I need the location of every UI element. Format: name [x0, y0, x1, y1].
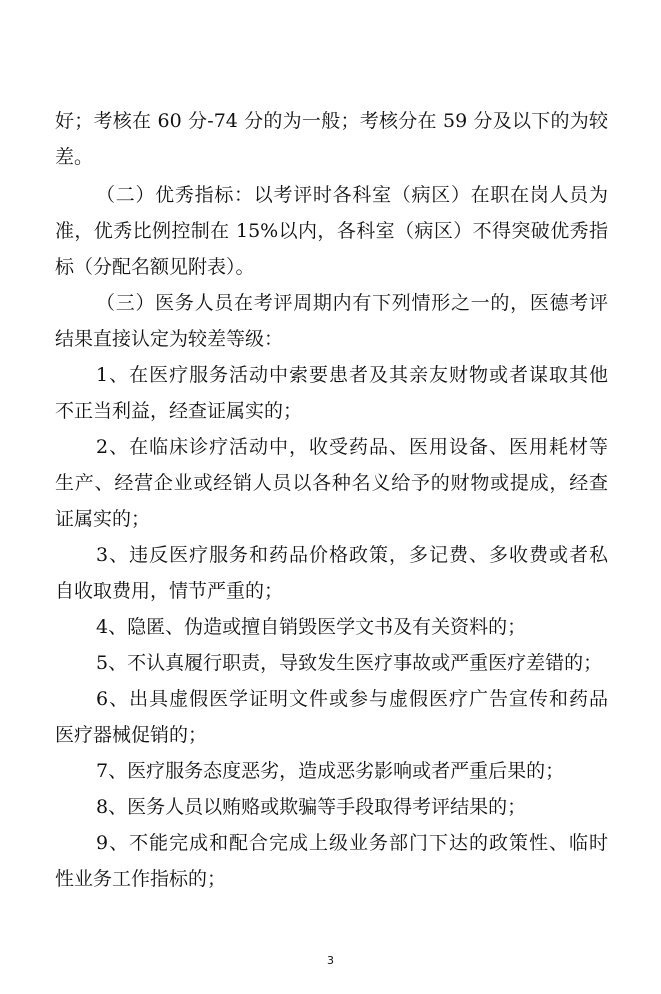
text-line: 9、不能完成和配合完成上级业务部门下达的政策性、临时	[96, 832, 608, 854]
text-line: 1、在医疗服务活动中索要患者及其亲友财物或者谋取其他	[96, 364, 608, 386]
page-number: 3	[327, 954, 334, 967]
text-line: 差。	[55, 146, 94, 168]
text-line: 自收取费用，情节严重的；	[55, 580, 284, 602]
text-line: 结果直接认定为较差等级：	[55, 328, 284, 350]
text-line: （三）医务人员在考评周期内有下列情形之一的，医德考评	[96, 292, 608, 314]
text-line: 2、在临床诊疗活动中，收受药品、医用设备、医用耗材等	[96, 436, 608, 458]
text-line: 证属实的；	[55, 508, 151, 530]
text-line: （二）优秀指标：以考评时各科室（病区）在职在岗人员为	[96, 184, 608, 206]
text-line: 性业务工作指标的；	[55, 868, 227, 890]
text-line: 标（分配名额见附表）。	[55, 256, 255, 278]
text-line: 6、出具虚假医学证明文件或参与虚假医疗广告宣传和药品	[96, 688, 608, 710]
text-line: 准，优秀比例控制在 15%以内，各科室（病区）不得突破优秀指	[55, 220, 608, 242]
text-line: 好；考核在 60 分-74 分的为一般；考核分在 59 分及以下的为较	[55, 110, 608, 132]
text-line: 不正当利益，经查证属实的；	[55, 400, 303, 422]
text-line: 医疗器械促销的；	[55, 724, 208, 746]
text-line: 3、违反医疗服务和药品价格政策，多记费、多收费或者私	[96, 544, 608, 566]
text-line: 7、医疗服务态度恶劣，造成恶劣影响或者严重后果的；	[96, 760, 565, 782]
text-line: 8、医务人员以贿赂或欺骗等手段取得考评结果的；	[96, 796, 527, 818]
text-line: 4、隐匿、伪造或擅自销毁医学文书及有关资料的；	[96, 616, 527, 638]
text-line: 5、不认真履行职责，导致发生医疗事故或严重医疗差错的；	[96, 652, 603, 674]
text-line: 生产、经营企业或经销人员以各种名义给予的财物或提成，经查	[55, 472, 608, 494]
